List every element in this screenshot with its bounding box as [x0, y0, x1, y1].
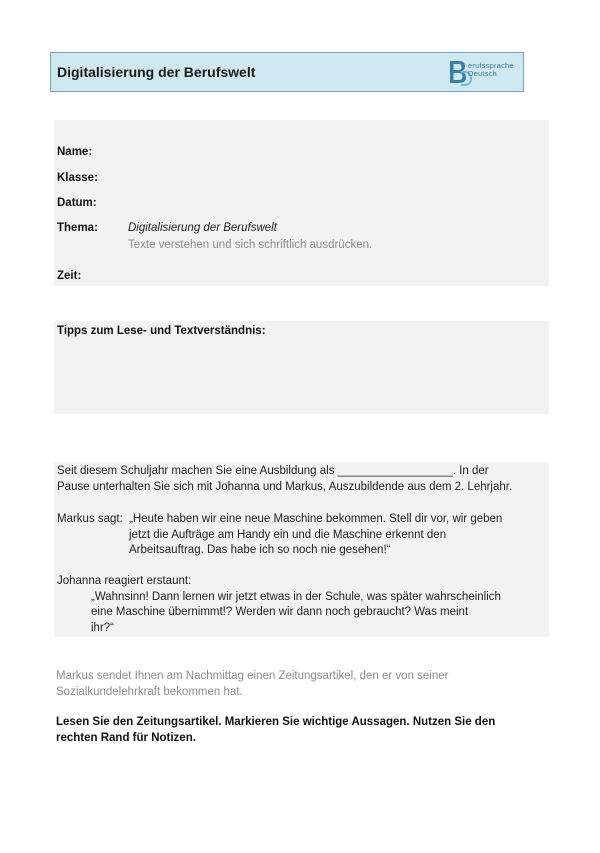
berufssprache-deutsch-logo	[447, 58, 521, 88]
scenario-section	[54, 462, 549, 637]
logo-text: erufssprache Deutsch	[468, 61, 514, 78]
thema-subtitle: Texte verstehen und sich schriftlich ausdrücken.	[128, 239, 373, 251]
thema-label: Thema:	[57, 222, 98, 234]
intro-line: Seit diesem Schuljahr machen Sie eine Ausbildung als __________________. In der	[57, 465, 489, 477]
markus-quote-line: „Heute haben wir eine neue Maschine bekommen. Stell dir vor, wir geben	[129, 513, 503, 525]
johanna-label: Johanna reagiert erstaunt:	[57, 575, 192, 587]
johanna-quote-line: „Wahnsinn! Dann lernen wir jetzt etwas in der Schule, was später wahrscheinlich	[91, 591, 501, 603]
markus-quote-line: Arbeitsauftrag. Das habe ich so noch nie gesehen!“	[129, 544, 391, 556]
thema-title: Digitalisierung der Berufswelt	[128, 222, 277, 234]
task-instruction: Lesen Sie den Zeitungsartikel. Markieren Sie wichtige Aussagen. Nutzen Sie den rechten Rand für Notizen.	[56, 716, 496, 744]
zeit-label: Zeit:	[57, 270, 82, 282]
markus-quote-line: jetzt die Aufträge am Handy ein und die Maschine erkennt den	[129, 529, 447, 541]
markus-label: Markus sagt:	[57, 513, 123, 525]
datum-label: Datum:	[57, 197, 97, 209]
intro-line: Pause unterhalten Sie sich mit Johanna und Markus, Auszubildende aus dem 2. Lehrjahr.	[57, 481, 513, 493]
followup-paragraph: Markus sendet Ihnen am Nachmittag einen Zeitungsartikel, den er von seiner Sozialkundelehrkraft bekommen hat.	[56, 670, 449, 698]
name-label: Name:	[57, 146, 93, 158]
johanna-quote-line: eine Maschine übernimmt!? Werden wir dann noch gebraucht? Was meint	[91, 606, 469, 618]
reading-tips-section	[54, 321, 549, 414]
klasse-label: Klasse:	[57, 172, 98, 184]
header-banner	[50, 52, 524, 92]
page-title: Digitalisierung der Berufswelt	[57, 64, 256, 80]
reading-tips-title: Tipps zum Lese- und Textverständnis:	[57, 325, 266, 337]
student-info-section	[54, 120, 549, 286]
johanna-quote-line: ihr?“	[91, 622, 115, 634]
